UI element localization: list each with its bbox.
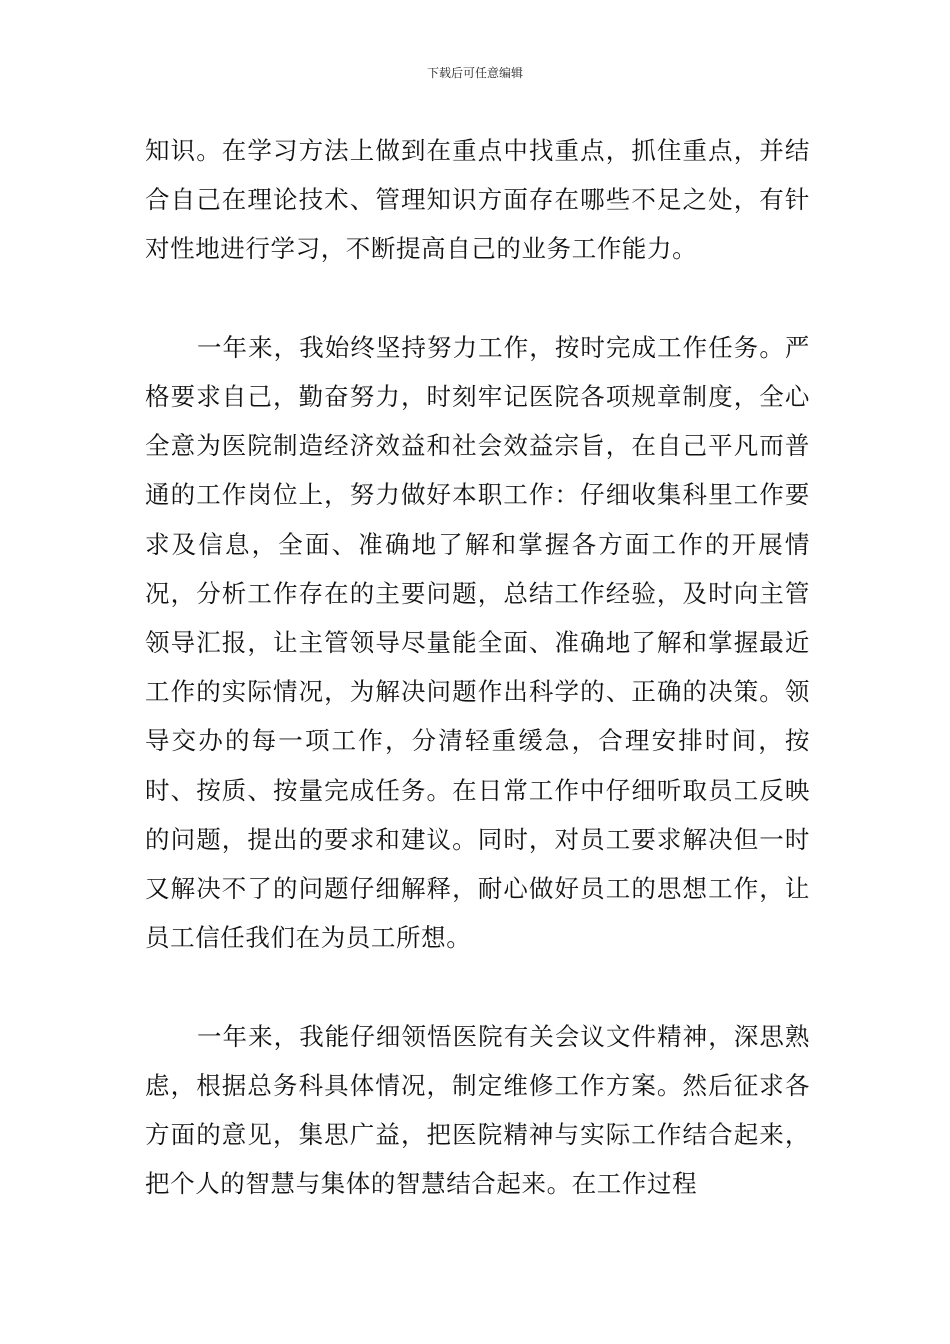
page-header: 下载后可任意编辑 <box>426 66 523 80</box>
paragraph-1: 知识。在学习方法上做到在重点中找重点，抓住重点，并结合自己在理论技术、管理知识方面存在哪些不足之处，有针对性地进行学习，不断提高自己的业务工作能力。 <box>145 136 810 264</box>
document-body <box>145 126 810 1208</box>
paragraph-2: 一年来，我始终坚持努力工作，按时完成工作任务。严格要求自己，勤奋努力，时刻牢记医院各项规章制度，全心全意为医院制造经济效益和社会效益宗旨，在自己平凡而普通的工作岗位上，努力做好本职工作：仔细收集科里工作要求及信息，全面、准确地了解和掌握各方面工作的开展情况，分析工作存在的主要问题，总结工作经验，及时向主管领导汇报，让主管领导尽量能全面、准确地了解和掌握最近工作的实际情况，为解决问题作出科学的、正确的决策。领导交办的每一项工作，分清轻重缓急，合理安排时间，按时、按质、按量完成任务。在日常工作中仔细听取员工反映的问题，提出的要求和建议。同时，对员工要求解决但一时又解决不了的问题仔细解释，耐心做好员工的思想工作，让员工信任我们在为员工所想。 <box>145 332 810 953</box>
paragraph-3: 一年来，我能仔细领悟医院有关会议文件精神，深思熟虑，根据总务科具体情况，制定维修工作方案。然后征求各方面的意见，集思广益，把医院精神与实际工作结合起来，把个人的智慧与集体的智慧结合起来。在工作过程 <box>145 1021 810 1199</box>
